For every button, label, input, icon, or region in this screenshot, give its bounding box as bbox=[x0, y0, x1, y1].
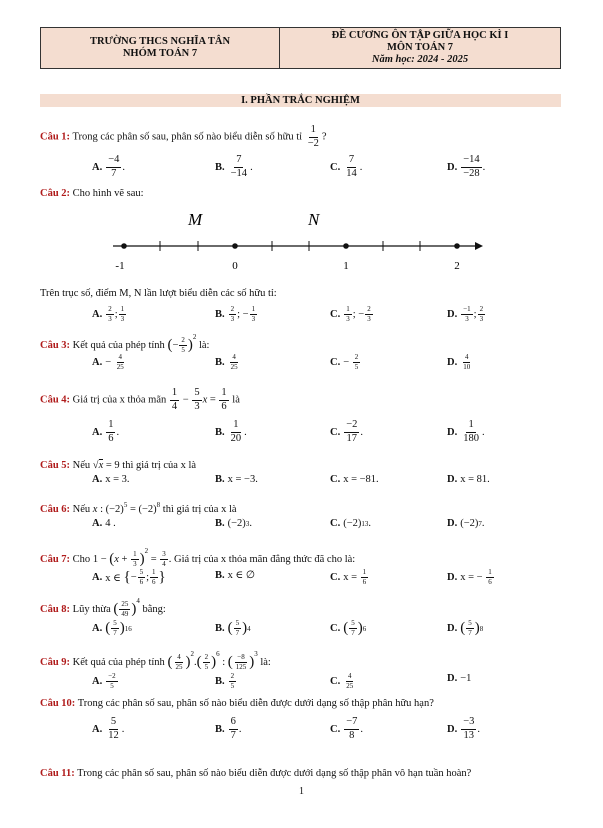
q2-option-c[interactable]: C. $\frac{1}{3}$ ; − $\frac{2}{3}$ bbox=[330, 305, 371, 323]
q9-option-c[interactable]: C. $\frac{4}{25}$ bbox=[330, 672, 354, 690]
q1-option-d[interactable]: D. $\frac{-14}{-28}$ . bbox=[447, 154, 486, 179]
q10-option-a[interactable]: A. $\frac{5}{12}$ . bbox=[92, 716, 125, 741]
q6-option-c[interactable]: C. (−2) 13 . bbox=[330, 518, 372, 529]
group-name: NHÓM TOÁN 7 bbox=[122, 48, 198, 59]
question-10: Câu 10: Trong các phân số sau, phân số nào biểu diễn được dưới dạng số thập phân hữu hạn? bbox=[40, 698, 434, 709]
question-1: Câu 1: Trong các phân số sau, phân số nào biểu diễn số hữu tỉ $\frac{1}{-2}$ ? bbox=[40, 124, 327, 149]
q10-option-c[interactable]: C. $\frac{-7}{8}$ . bbox=[330, 716, 364, 741]
q8-option-c[interactable]: C. ( $\frac{5}{7}$ ) 6 bbox=[330, 619, 367, 637]
section-title: I. PHẦN TRẮC NGHIỆM bbox=[40, 94, 561, 107]
q5-option-d[interactable]: D. x = 81. bbox=[447, 474, 490, 485]
q2-option-a[interactable]: A. $\frac{2}{3}$ ; $\frac{1}{3}$ bbox=[92, 305, 125, 323]
axis-arrow bbox=[475, 242, 483, 250]
school-name: TRƯỜNG THCS NGHĨA TÂN bbox=[89, 36, 231, 47]
q1-option-b[interactable]: B. $\frac{7}{-14}$ . bbox=[215, 154, 253, 179]
q10-option-d[interactable]: D. $\frac{-3}{13}$ . bbox=[447, 716, 481, 741]
q6-option-a[interactable]: A. 4 . bbox=[92, 518, 116, 529]
question-6: Câu 6: Nếu x : $(-2)^5 = (-2)^8$ thì giá trị của x là bbox=[40, 501, 237, 515]
question-2 bbox=[40, 187, 570, 200]
q5-option-c[interactable]: C. x = −81. bbox=[330, 474, 379, 485]
q8-option-a[interactable]: A. ( $\frac{5}{7}$ ) 16 bbox=[92, 619, 132, 637]
q4-option-b[interactable]: B. $\frac{1}{20}$ . bbox=[215, 419, 247, 444]
question-8: Câu 8: Lũy thừa ( $\frac{25}{49}$ )$^4$ bằng: bbox=[40, 597, 166, 619]
q2-option-d[interactable]: D. $\frac{-1}{3}$ ; $\frac{2}{3}$ bbox=[447, 305, 484, 323]
q4-option-d[interactable]: D. $\frac{1}{180}$ . bbox=[447, 419, 485, 444]
tick-label: 1 bbox=[343, 260, 349, 272]
question-label: Câu 1: bbox=[40, 131, 71, 143]
q3-option-c[interactable]: C. − $\frac{2}{5}$ bbox=[330, 353, 359, 371]
q1-option-a[interactable]: A. $\frac{-4}{7}$ . bbox=[92, 154, 126, 179]
point-n-label: N bbox=[308, 210, 320, 229]
number-line-figure bbox=[108, 205, 483, 275]
point-m-label: M bbox=[188, 210, 203, 229]
doc-title: ĐỀ CƯƠNG ÔN TẬP GIỮA HỌC KÌ I bbox=[331, 30, 509, 41]
question-3: Câu 3: Kết quả của phép tính (− $\frac{2}{5}$ )$^2$ là: bbox=[40, 333, 210, 355]
school-year: Năm học: 2024 - 2025 bbox=[371, 54, 469, 65]
q1-option-c[interactable]: C. $\frac{7}{14}$ . bbox=[330, 154, 363, 179]
tick-label: 2 bbox=[454, 260, 460, 272]
q5-option-a[interactable]: A. x = 3. bbox=[92, 474, 130, 485]
q3-option-d[interactable]: D. $\frac{4}{10}$ bbox=[447, 353, 471, 371]
q10-option-b[interactable]: B. $\frac{6}{7}$ . bbox=[215, 716, 242, 741]
q9-option-b[interactable]: B. $\frac{2}{5}$ bbox=[215, 672, 235, 690]
question-11: Câu 11: Trong các phân số sau, phân số nào biểu diễn được dưới dạng số thập phân vô hạn tuần hoàn? bbox=[40, 768, 472, 779]
page-number: 1 bbox=[299, 786, 304, 797]
question-label: Câu 2: bbox=[40, 188, 71, 199]
question-7: Câu 7: Cho 1 − (x + $\frac{1}{3}$ )$^2$ = $\frac{3}{4}$ . Giá trị của x thỏa mãn đẳng thức đã cho là: bbox=[40, 547, 356, 569]
q4-option-c[interactable]: C. $\frac{-2}{17}$ . bbox=[330, 419, 364, 444]
header-school-cell bbox=[40, 27, 280, 69]
question-2-prompt: Trên trục số, điểm M, N lần lượt biểu diễn các số hữu tỉ: bbox=[40, 288, 277, 299]
q8-option-b[interactable]: B. ( $\frac{5}{7}$ ) 4 bbox=[215, 619, 251, 637]
header-table bbox=[40, 27, 561, 69]
question-5: Câu 5: Nếu √x = 9 thì giá trị của x là bbox=[40, 460, 197, 471]
tick-label: 0 bbox=[232, 260, 238, 272]
q8-option-d[interactable]: D. ( $\frac{5}{7}$ ) 8 bbox=[447, 619, 484, 637]
q9-option-d[interactable]: D. −1 bbox=[447, 673, 472, 684]
q7-option-b[interactable]: B. x ∈ ∅ bbox=[215, 569, 256, 581]
q6-option-d[interactable]: D. (−2) 7 . bbox=[447, 518, 485, 529]
tick-label: -1 bbox=[115, 260, 125, 272]
q7-option-d[interactable]: D. x = − $\frac{1}{6}$ bbox=[447, 568, 492, 586]
subject: MÔN TOÁN 7 bbox=[386, 42, 454, 53]
q9-option-a[interactable]: A. $\frac{-2}{5}$ bbox=[92, 672, 116, 690]
question-4: Câu 4: Giá trị của x thỏa mãn $\frac{1}{4}$ − $\frac{5}{3}$ x = $\frac{1}{6}$ là bbox=[40, 387, 240, 412]
question-9: Câu 9: Kết quả của phép tính ( $\frac{4}{25}$ )$^2$.( $\frac{2}{5}$ )$^6$ : ( $\frac{-8}{125}$ )$^3$ là: bbox=[40, 650, 271, 672]
question-fraction: $\frac{1}{-2}$ bbox=[307, 124, 319, 149]
question-text: Cho hình vẽ sau: bbox=[72, 188, 144, 199]
q7-option-a[interactable]: A. x ∈ { − $\frac{5}{6}$ ; $\frac{1}{6}$ } bbox=[92, 568, 166, 586]
q2-option-b[interactable]: B. $\frac{2}{3}$ ; − $\frac{1}{3}$ bbox=[215, 305, 256, 323]
q3-option-a[interactable]: A. − $\frac{4}{25}$ bbox=[92, 353, 124, 371]
q4-option-a[interactable]: A. $\frac{1}{6}$ . bbox=[92, 419, 120, 444]
q6-option-b[interactable]: B. (−2) 3 . bbox=[215, 518, 252, 529]
q5-option-b[interactable]: B. x = −3. bbox=[215, 474, 258, 485]
header-title-cell bbox=[280, 27, 561, 69]
q7-option-c[interactable]: C. x = $\frac{1}{6}$ bbox=[330, 568, 367, 586]
q3-option-b[interactable]: B. $\frac{4}{25}$ bbox=[215, 353, 238, 371]
question-text: Trong các phân số sau, phân số nào biểu diễn số hữu tỉ bbox=[72, 131, 303, 143]
